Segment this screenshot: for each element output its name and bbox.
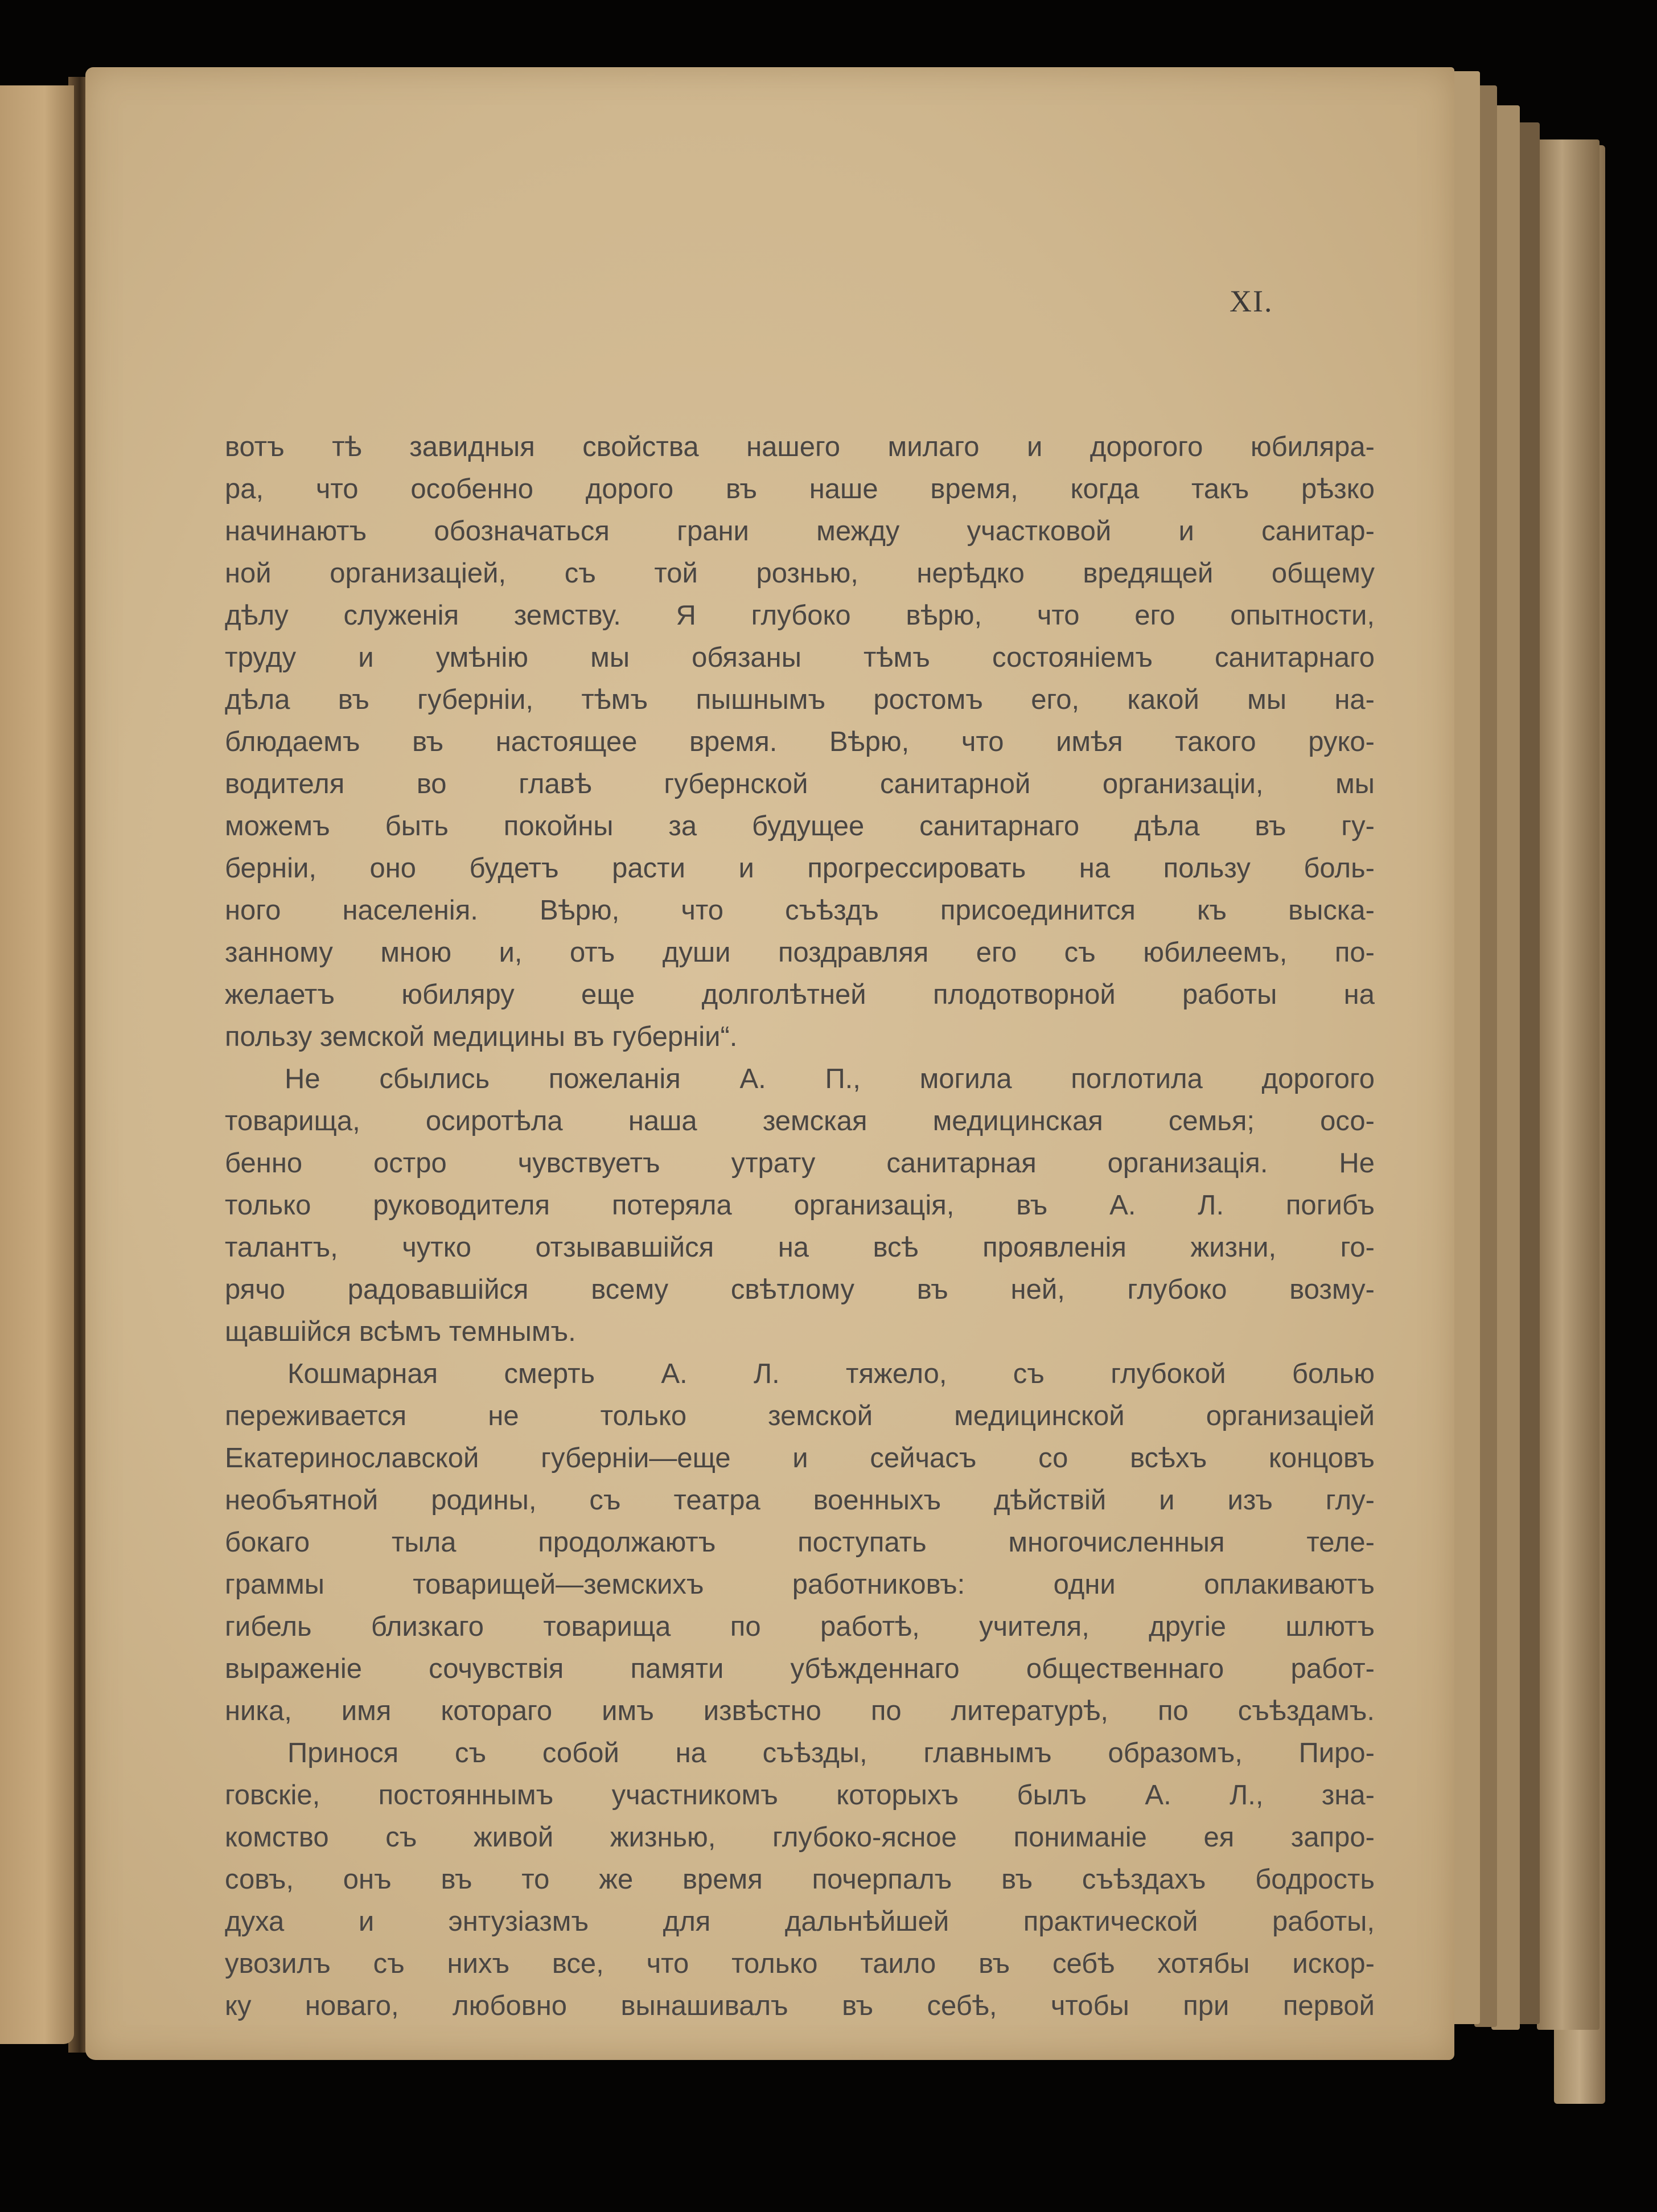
text-line: переживается не только земской медицинской организацiей xyxy=(225,1401,1375,1431)
page-text xyxy=(225,426,1375,2027)
text-line: ку новаго, любовно вынашивалъ въ себѣ, чтобы при первой xyxy=(225,1991,1375,2021)
text-line: духа и энтузiазмъ для дальнѣйшей практической работы, xyxy=(225,1906,1375,1937)
text-line: ной организацiей, съ той рознью, нерѣдко вредящей общему xyxy=(225,558,1375,589)
text-line: увозилъ съ нихъ все, что только таило въ себѣ хотябы искор- xyxy=(225,1948,1375,1979)
text-line: ника, имя котораго имъ извѣстно по литературѣ, по съѣздамъ. xyxy=(225,1696,1375,1726)
text-line: дѣла въ губернiи, тѣмъ пышнымъ ростомъ его, какой мы на- xyxy=(225,684,1375,715)
text-line: начинаютъ обозначаться грани между участковой и санитар- xyxy=(225,516,1375,547)
text-line: труду и умѣнiю мы обязаны тѣмъ состоянiемъ санитарнаго xyxy=(225,642,1375,673)
text-line: совъ, онъ въ то же время почерпалъ въ съѣздахъ бодрость xyxy=(225,1864,1375,1895)
text-line: только руководителя потеряла организацiя, въ А. Л. погибъ xyxy=(225,1190,1375,1221)
text-line: водителя во главѣ губернской санитарной организацiи, мы xyxy=(225,769,1375,799)
text-line: желаетъ юбиляру еще долголѣтней плодотворной работы на xyxy=(225,979,1375,1010)
book-page xyxy=(85,67,1454,2060)
text-line: Екатеринославской губернiи—еще и сейчасъ со всѣхъ концовъ xyxy=(225,1443,1375,1474)
text-line: бокаго тыла продолжаютъ поступать многочисленныя теле- xyxy=(225,1527,1375,1558)
text-line: товарища, осиротѣла наша земская медицинская семья; осо- xyxy=(225,1106,1375,1136)
text-line: вотъ тѣ завидныя свойства нашего милаго и дорогого юбиляра- xyxy=(225,432,1375,462)
text-line: можемъ быть покойны за будущее санитарнаго дѣла въ гу- xyxy=(225,811,1375,842)
text-line: бенно остро чувствуетъ утрату санитарная организацiя. Не xyxy=(225,1148,1375,1179)
text-line: гибель близкаго товарища по работѣ, учителя, другiе шлютъ xyxy=(225,1611,1375,1642)
text-line: ного населенiя. Вѣрю, что съѣздъ присоединится къ выска- xyxy=(225,895,1375,926)
text-line: занному мною и, отъ души поздравляя его съ юбилеемъ, по- xyxy=(225,937,1375,968)
text-line: выраженiе сочувствiя памяти убѣжденнаго общественнаго работ- xyxy=(225,1653,1375,1684)
text-line: необъятной родины, съ театра военныхъ дѣйствiй и изъ глу- xyxy=(225,1485,1375,1516)
text-line: дѣлу служенiя земству. Я глубоко вѣрю, что его опытности, xyxy=(225,600,1375,631)
page-stack-edge xyxy=(1517,122,1540,2024)
text-line: говскiе, постояннымъ участникомъ которыхъ былъ А. Л., зна- xyxy=(225,1780,1375,1811)
paragraph-start: Не сбылись пожеланiя А. П., могила поглотила дорогого xyxy=(285,1064,1375,1094)
page-number: XI. xyxy=(1230,284,1273,318)
text-line: бернiи, оно будетъ расти и прогрессировать на пользу боль- xyxy=(225,853,1375,884)
text-line: пользу земской медицины въ губернiи“. xyxy=(225,1021,738,1052)
paragraph-start: Принося съ собой на съѣзды, главнымъ образомъ, Пиро- xyxy=(287,1738,1375,1768)
text-line: ра, что особенно дорого въ наше время, когда такъ рѣзко xyxy=(225,474,1375,504)
previous-page-edge xyxy=(0,85,74,2044)
text-line: щавшiйся всѣмъ темнымъ. xyxy=(225,1316,576,1347)
paragraph-start: Кошмарная смерть А. Л. тяжело, съ глубокой болью xyxy=(287,1359,1375,1389)
text-line: блюдаемъ въ настоящее время. Вѣрю, что имѣя такого руко- xyxy=(225,727,1375,757)
text-line: комство съ живой жизнью, глубоко-ясное пониманiе ея запро- xyxy=(225,1822,1375,1853)
text-line: рячо радовавшiйся всему свѣтлому въ ней, глубоко возму- xyxy=(225,1274,1375,1305)
text-line: граммы товарищей—земскихъ работниковъ: одни оплакиваютъ xyxy=(225,1569,1375,1600)
page-stack-edge xyxy=(1537,139,1600,2030)
text-line: талантъ, чутко отзывавшiйся на всѣ проявленiя жизни, го- xyxy=(225,1232,1375,1263)
